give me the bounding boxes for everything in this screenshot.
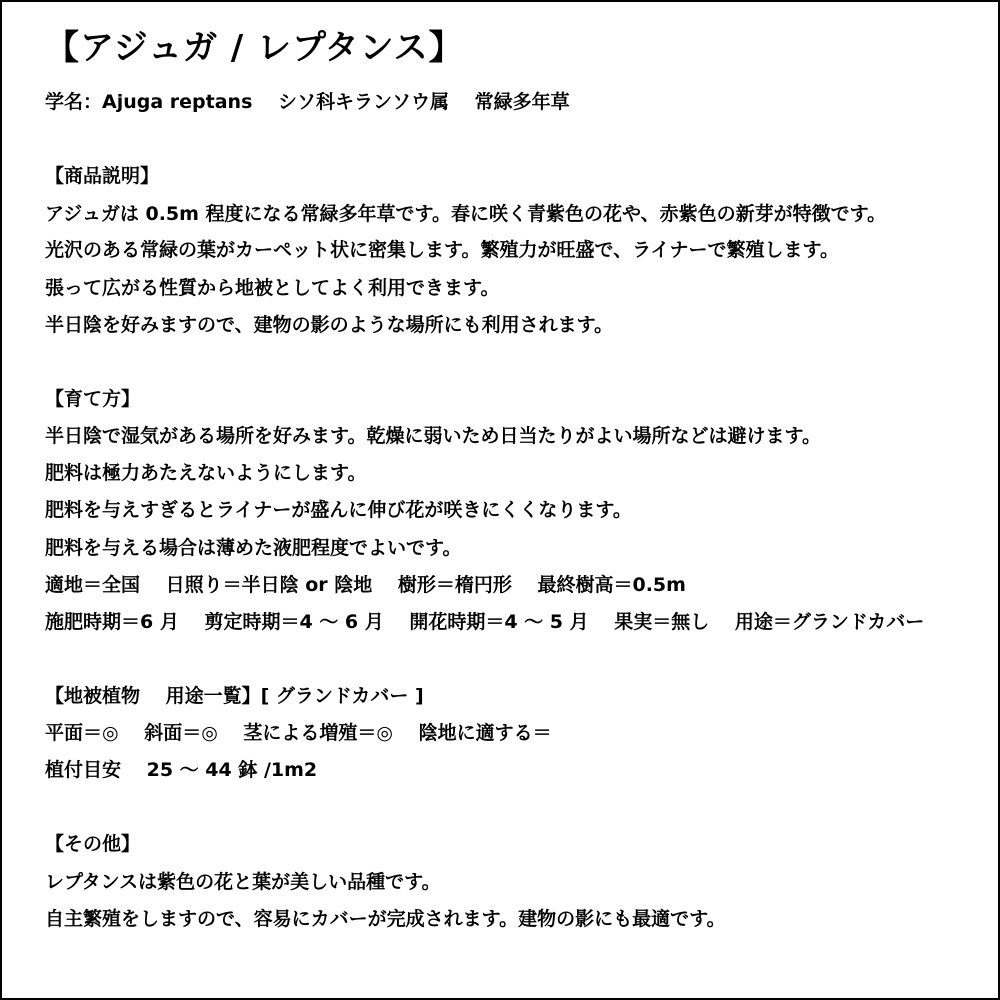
description-line: 光沢のある常緑の葉がカーペット状に密集します。繁殖力が旺盛で、ライナーで繁殖します。 — [45, 239, 840, 261]
care-line: 肥料は極力あたえないようにします。 — [45, 462, 367, 484]
other-line: レプタンスは紫色の花と葉が美しい品種です。 — [45, 871, 441, 893]
usage-line: 植付目安 25 ～ 44 鉢 /1m2 — [45, 759, 318, 781]
scientific-name-line: 学名：Ajuga reptans シソ科キランソウ属 常緑多年草 — [45, 91, 570, 113]
care-line: 半日陰で湿気がある場所を好みます。乾燥に弱いため日当たりがよい場所などは避けます。 — [45, 425, 821, 447]
section-heading-description: 【商品説明】 — [45, 165, 160, 187]
care-line: 肥料を与える場合は薄めた液肥程度でよいです。 — [45, 537, 462, 559]
section-heading-usage: 【地被植物 用途一覧】[ グランドカバー ] — [45, 685, 424, 707]
usage-line: 平面＝◎ 斜面＝◎ 茎による増殖＝◎ 陰地に適する＝ — [45, 722, 552, 744]
care-spec-line: 適地＝全国 日照り＝半日陰 or 陰地 樹形＝楕円形 最終樹高＝0.5m — [45, 574, 686, 596]
description-line: 張って広がる性質から地被としてよく利用できます。 — [45, 277, 500, 299]
description-line: 半日陰を好みますので、建物の影のような場所にも利用されます。 — [45, 314, 614, 336]
care-schedule-line: 施肥時期＝6 月 剪定時期＝4 ～ 6 月 開花時期＝4 ～ 5 月 果実＝無し 用途＝グランドカバー — [45, 611, 925, 633]
care-line: 肥料を与えすぎるとライナーが盛んに伸び花が咲きにくくなります。 — [45, 499, 632, 521]
page-title: 【アジュガ / レプタンス】 — [45, 28, 464, 68]
description-line: アジュガは 0.5m 程度になる常緑多年草です。春に咲く青紫色の花や、赤紫色の新芽が特徴です。 — [45, 203, 887, 225]
section-heading-other: 【その他】 — [45, 833, 141, 855]
section-heading-care: 【育て方】 — [45, 388, 141, 410]
other-line: 自主繁殖をしますので、容易にカバーが完成されます。建物の影にも最適です。 — [45, 908, 726, 930]
